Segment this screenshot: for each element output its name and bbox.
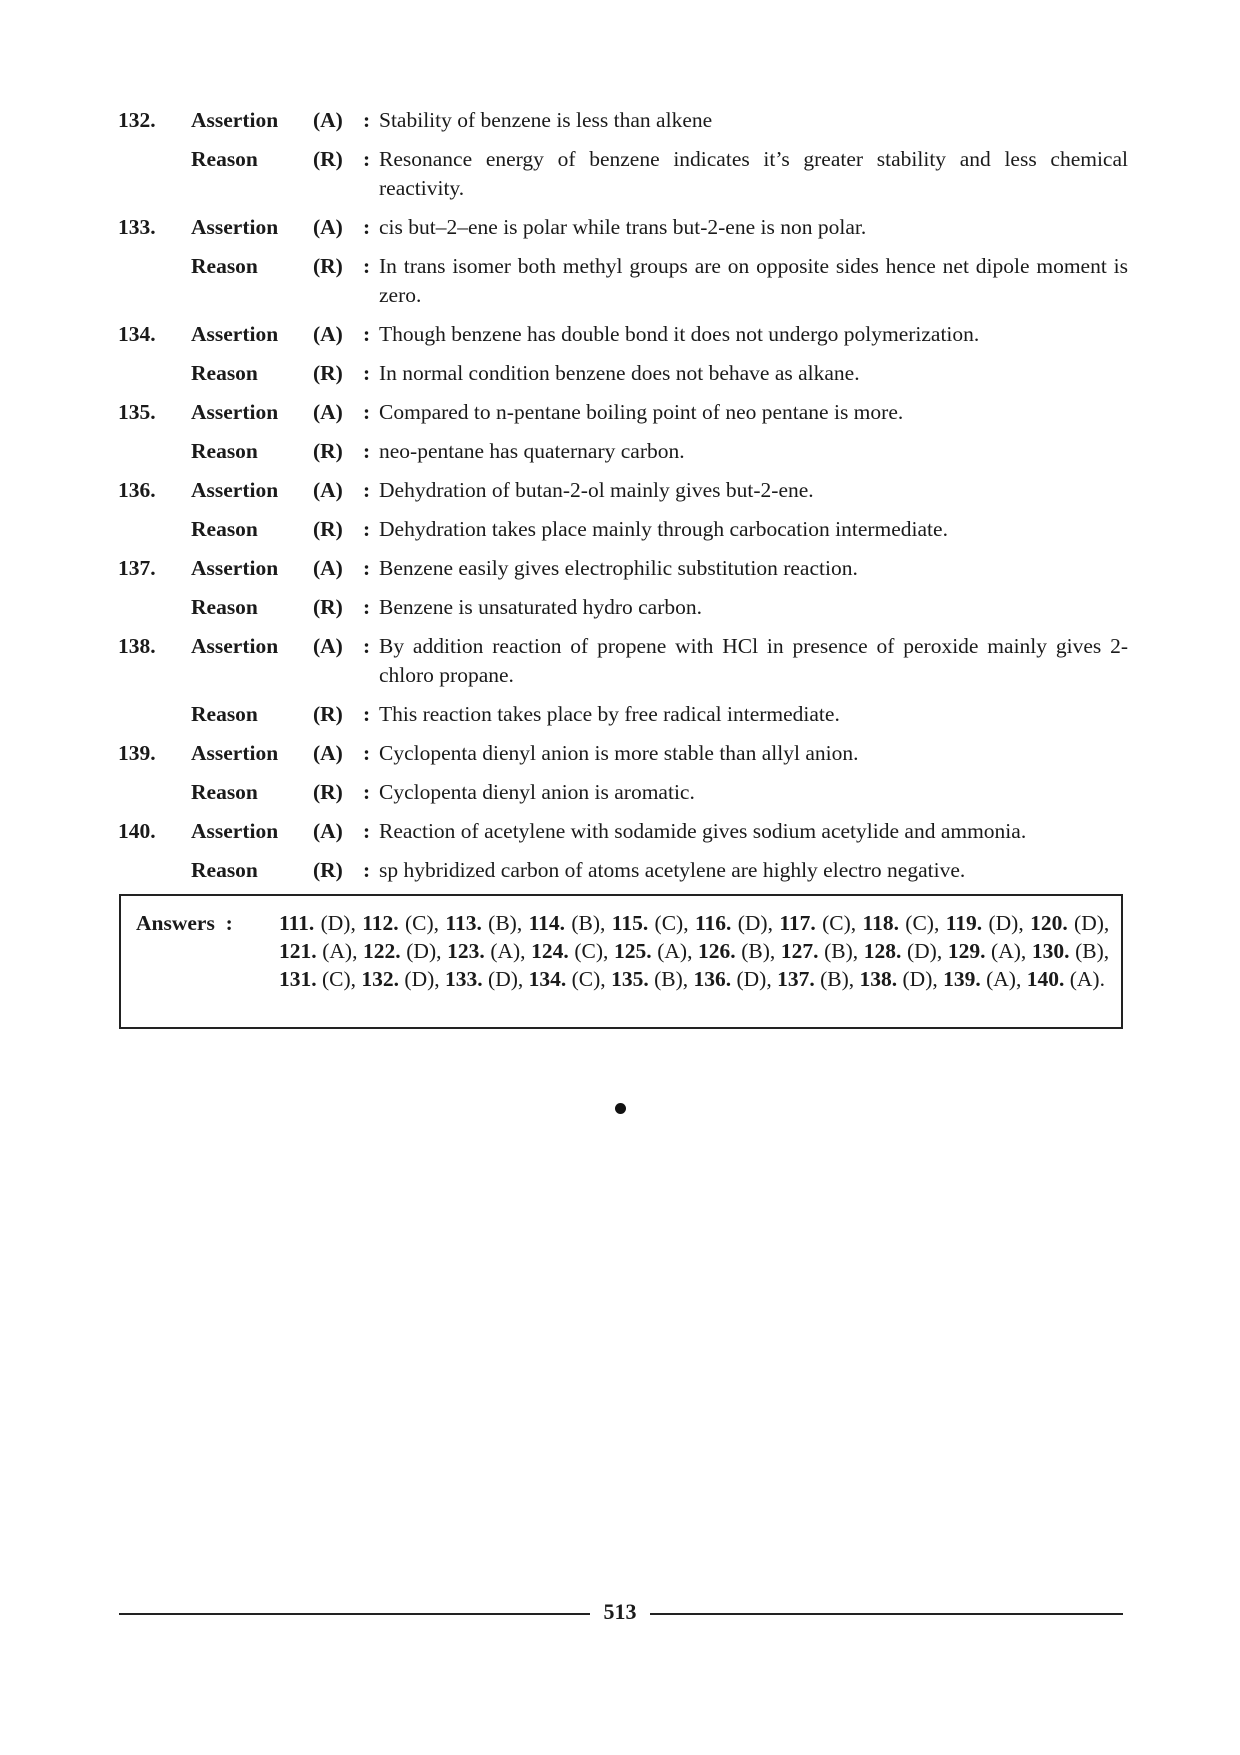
question-number: 133. <box>118 215 156 239</box>
assertion-row <box>118 554 1128 583</box>
reason-row <box>118 778 1128 807</box>
reason-text: Cyclopenta dienyl anion is aromatic. <box>379 780 695 804</box>
assertion-row <box>118 476 1128 505</box>
answer-item <box>698 939 775 963</box>
answer-question-number: 129. <box>947 939 986 963</box>
reason-text: In normal condition benzene does not behave as alkane. <box>379 361 860 385</box>
assertion-tag: (A) <box>313 322 343 346</box>
assertion-text: Compared to n-pentane boiling point of neo pentane is more. <box>379 400 904 424</box>
answer-option: (C), <box>654 911 689 935</box>
answer-item <box>1027 967 1105 991</box>
assertion-label: Assertion <box>191 108 279 132</box>
assertion-tag: (A) <box>313 478 343 502</box>
answer-item <box>447 939 525 963</box>
colon: : <box>363 215 371 239</box>
answer-question-number: 123. <box>447 939 485 963</box>
answer-item <box>611 967 688 991</box>
question-block <box>118 106 1128 203</box>
answer-option: (C), <box>822 911 857 935</box>
answer-question-number: 112. <box>362 911 399 935</box>
reason-tag: (R) <box>313 517 343 541</box>
answer-question-number: 137. <box>777 967 815 991</box>
reason-label: Reason <box>191 595 258 619</box>
answer-question-number: 119. <box>945 911 983 935</box>
colon: : <box>363 595 371 619</box>
assertion-text: Though benzene has double bond it does not undergo polymerization. <box>379 322 980 346</box>
assertion-row <box>118 106 1128 135</box>
answer-option: (D), <box>906 939 943 963</box>
reason-tag: (R) <box>313 702 343 726</box>
reason-row <box>118 252 1128 310</box>
assertion-tag: (A) <box>313 215 343 239</box>
reason-row <box>118 437 1128 466</box>
answer-option: (C), <box>322 967 357 991</box>
answer-option: (D), <box>404 967 440 991</box>
answer-item <box>363 939 441 963</box>
answer-item <box>362 911 439 935</box>
answer-item <box>445 911 522 935</box>
answer-option: (D), <box>736 967 772 991</box>
reason-text: Benzene is unsaturated hydro carbon. <box>379 595 702 619</box>
answer-option: (A). <box>1069 967 1105 991</box>
answer-question-number: 140. <box>1026 967 1065 991</box>
reason-row <box>118 856 1128 885</box>
reason-tag: (R) <box>313 858 343 882</box>
answer-item <box>361 967 439 991</box>
answer-item <box>777 967 854 991</box>
assertion-row <box>118 632 1128 690</box>
reason-row <box>118 700 1128 729</box>
answer-option: (B), <box>1075 939 1110 963</box>
assertion-tag: (A) <box>313 634 343 658</box>
assertion-label: Assertion <box>191 819 279 843</box>
colon: : <box>363 702 371 726</box>
answer-option: (D), <box>406 939 442 963</box>
assertion-label: Assertion <box>191 556 279 580</box>
question-number: 138. <box>118 634 156 658</box>
answer-item <box>614 939 692 963</box>
assertion-label: Assertion <box>191 634 279 658</box>
answer-option: (A), <box>986 967 1022 991</box>
question-block <box>118 213 1128 310</box>
answer-option: (D), <box>902 967 938 991</box>
answer-question-number: 132. <box>361 967 400 991</box>
colon: : <box>363 254 371 278</box>
reason-row <box>118 593 1128 622</box>
assertion-tag: (A) <box>313 741 343 765</box>
answer-option: (C), <box>574 939 609 963</box>
footer-rule-left <box>119 1613 590 1615</box>
question-block <box>118 320 1128 388</box>
reason-text: Resonance energy of benzene indicates it’s greater stability and less chemical reactivity. <box>379 147 1128 200</box>
assertion-label: Assertion <box>191 215 279 239</box>
answer-option: (A), <box>322 939 358 963</box>
reason-text: sp hybridized carbon of atoms acetylene are highly electro negative. <box>379 858 966 882</box>
reason-row <box>118 145 1128 203</box>
question-block <box>118 817 1128 885</box>
colon: : <box>363 780 371 804</box>
colon: : <box>363 819 371 843</box>
colon: : <box>363 556 371 580</box>
colon: : <box>363 741 371 765</box>
question-block <box>118 632 1128 729</box>
reason-label: Reason <box>191 702 258 726</box>
assertion-text: cis but–2–ene is polar while trans but-2-ene is non polar. <box>379 215 867 239</box>
assertion-row <box>118 320 1128 349</box>
answer-option: (B), <box>488 911 523 935</box>
answer-question-number: 126. <box>698 939 736 963</box>
answer-question-number: 134. <box>528 967 567 991</box>
answer-option: (D), <box>737 911 773 935</box>
colon: : <box>363 858 371 882</box>
answer-item <box>1032 939 1109 963</box>
answer-question-number: 115. <box>611 911 649 935</box>
answer-question-number: 116. <box>694 911 732 935</box>
reason-tag: (R) <box>313 780 343 804</box>
answer-question-number: 117. <box>779 911 816 935</box>
answer-item <box>946 911 1024 935</box>
question-block <box>118 476 1128 544</box>
page-number: 513 <box>603 1599 637 1624</box>
reason-label: Reason <box>191 517 258 541</box>
question-number: 134. <box>118 322 156 346</box>
assertion-row <box>118 213 1128 242</box>
answer-question-number: 138. <box>859 967 898 991</box>
assertion-tag: (A) <box>313 556 343 580</box>
answer-item <box>864 939 942 963</box>
reason-text: This reaction takes place by free radical intermediate. <box>379 702 840 726</box>
answer-question-number: 120. <box>1030 911 1068 935</box>
reason-label: Reason <box>191 254 258 278</box>
answer-question-number: 113. <box>445 911 482 935</box>
answer-question-number: 125. <box>614 939 652 963</box>
reason-text: neo-pentane has quaternary carbon. <box>379 439 685 463</box>
answer-question-number: 111. <box>279 911 315 935</box>
reason-label: Reason <box>191 361 258 385</box>
reason-tag: (R) <box>313 147 343 171</box>
answer-item <box>279 911 356 935</box>
assertion-label: Assertion <box>191 322 279 346</box>
answers-box <box>119 894 1123 1029</box>
answer-option: (D), <box>488 967 524 991</box>
answer-item <box>529 967 606 991</box>
reason-label: Reason <box>191 780 258 804</box>
colon: : <box>363 361 371 385</box>
colon: : <box>363 634 371 658</box>
question-number: 132. <box>118 108 156 132</box>
answer-item <box>693 967 771 991</box>
question-number: 137. <box>118 556 156 580</box>
answer-question-number: 121. <box>279 939 317 963</box>
question-block <box>118 398 1128 466</box>
answer-item <box>529 911 606 935</box>
answer-option: (D), <box>988 911 1024 935</box>
assertion-text: Benzene easily gives electrophilic substitution reaction. <box>379 556 858 580</box>
answer-item <box>531 939 608 963</box>
answer-option: (C), <box>905 911 940 935</box>
answer-question-number: 139. <box>943 967 981 991</box>
answer-item <box>279 939 357 963</box>
colon: : <box>363 478 371 502</box>
answer-question-number: 136. <box>693 967 732 991</box>
answer-option: (D), <box>1074 911 1110 935</box>
answer-option: (C), <box>404 911 440 935</box>
reason-text: Dehydration takes place mainly through carbocation intermediate. <box>379 517 948 541</box>
reason-label: Reason <box>191 147 258 171</box>
answer-question-number: 131. <box>279 967 317 991</box>
assertion-row <box>118 817 1128 846</box>
answer-question-number: 118. <box>862 911 899 935</box>
answer-option: (C), <box>571 967 606 991</box>
assertion-label: Assertion <box>191 741 279 765</box>
answer-item <box>860 967 938 991</box>
assertion-text: Stability of benzene is less than alkene <box>379 108 713 132</box>
answer-item <box>781 939 858 963</box>
reason-row <box>118 515 1128 544</box>
answer-item <box>1030 911 1109 935</box>
reason-tag: (R) <box>313 439 343 463</box>
answer-option: (B), <box>571 911 606 935</box>
answer-item <box>612 911 689 935</box>
question-block <box>118 554 1128 622</box>
reason-text: In trans isomer both methyl groups are on opposite sides hence net dipole moment is zero. <box>379 254 1128 307</box>
answer-item <box>943 967 1021 991</box>
answer-question-number: 127. <box>780 939 819 963</box>
assertion-tag: (A) <box>313 400 343 424</box>
assertion-row <box>118 739 1128 768</box>
answer-question-number: 114. <box>528 911 566 935</box>
reason-tag: (R) <box>313 595 343 619</box>
answers-label: Answers : <box>136 911 233 935</box>
answers-list <box>279 909 1109 993</box>
answer-option: (B), <box>824 939 859 963</box>
answer-question-number: 135. <box>611 967 649 991</box>
reason-label: Reason <box>191 858 258 882</box>
colon: : <box>363 439 371 463</box>
assertion-label: Assertion <box>191 478 279 502</box>
question-number: 136. <box>118 478 156 502</box>
question-number: 139. <box>118 741 156 765</box>
question-number: 135. <box>118 400 156 424</box>
reason-tag: (R) <box>313 254 343 278</box>
answer-option: (A), <box>991 939 1027 963</box>
reason-tag: (R) <box>313 361 343 385</box>
answer-question-number: 133. <box>445 967 483 991</box>
end-bullet <box>615 1103 626 1114</box>
answer-question-number: 124. <box>531 939 569 963</box>
answer-item <box>863 911 940 935</box>
assertion-text: By addition reaction of propene with HCl in presence of peroxide mainly gives 2-chloro propane. <box>379 634 1128 687</box>
answer-item <box>445 967 523 991</box>
answer-item <box>779 911 856 935</box>
answer-item <box>695 911 773 935</box>
question-list <box>118 106 1128 895</box>
question-block <box>118 739 1128 807</box>
reason-row <box>118 359 1128 388</box>
assertion-text: Cyclopenta dienyl anion is more stable than allyl anion. <box>379 741 859 765</box>
assertion-text: Dehydration of butan-2-ol mainly gives but-2-ene. <box>379 478 814 502</box>
colon: : <box>363 517 371 541</box>
answer-option: (B), <box>741 939 776 963</box>
answer-option: (D), <box>320 911 356 935</box>
assertion-text: Reaction of acetylene with sodamide gives sodium acetylide and ammonia. <box>379 819 1027 843</box>
assertion-label: Assertion <box>191 400 279 424</box>
colon: : <box>363 400 371 424</box>
colon: : <box>363 108 371 132</box>
answer-item <box>948 939 1026 963</box>
answer-question-number: 122. <box>363 939 401 963</box>
colon: : <box>363 147 371 171</box>
answer-option: (B), <box>820 967 855 991</box>
answer-option: (A), <box>657 939 693 963</box>
answer-option: (B), <box>654 967 689 991</box>
question-number: 140. <box>118 819 156 843</box>
footer-rule-right <box>650 1613 1123 1615</box>
answer-question-number: 128. <box>863 939 902 963</box>
reason-label: Reason <box>191 439 258 463</box>
assertion-row <box>118 398 1128 427</box>
assertion-tag: (A) <box>313 108 343 132</box>
assertion-tag: (A) <box>313 819 343 843</box>
answer-question-number: 130. <box>1031 939 1070 963</box>
colon: : <box>363 322 371 346</box>
answer-item <box>279 967 356 991</box>
answer-option: (A), <box>490 939 526 963</box>
